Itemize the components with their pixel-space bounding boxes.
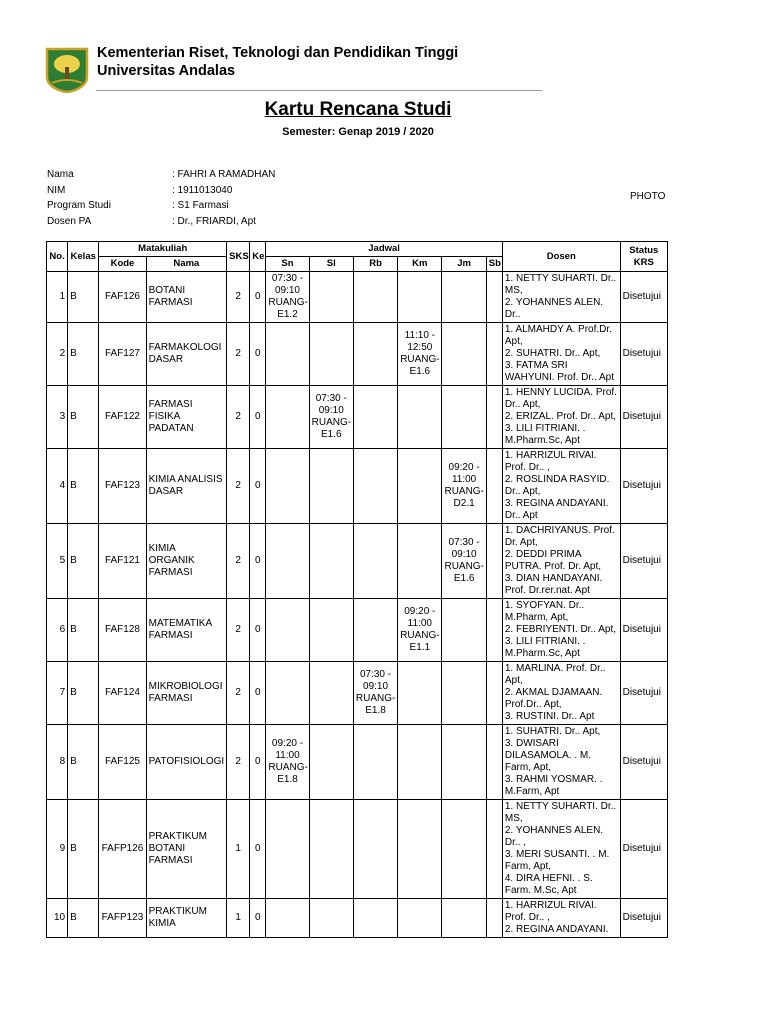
schedule-cell-km (398, 800, 442, 899)
course-ke: 0 (250, 599, 266, 662)
course-kode: FAFP123 (99, 899, 146, 938)
lecturer-line: 3. LILI FITRIANI. . M.Pharm.Sc, Apt (504, 636, 586, 659)
schedule-cell-km (398, 386, 442, 449)
schedule-cell-km: 09:20 - 11:00 RUANG-E1.1 (398, 599, 442, 662)
schedule-cell-sn: 07:30 - 09:10 RUANG-E1.2 (266, 272, 309, 323)
schedule-cell-rb (353, 323, 397, 386)
institution-ministry: Kementerian Riset, Teknologi dan Pendidikan Tinggi (97, 45, 459, 61)
schedule-cell-sn (266, 323, 309, 386)
course-kelas: B (68, 272, 99, 323)
course-kode: FAFP126 (99, 800, 146, 899)
schedule-cell-km: 11:10 - 12:50 RUANG-E1.6 (398, 323, 442, 386)
schedule-cell-sb (486, 599, 502, 662)
course-kelas: B (68, 449, 99, 524)
table-row (47, 662, 668, 725)
course-kode: FAF124 (99, 662, 146, 725)
course-dosen (502, 800, 620, 899)
course-sks: 2 (227, 725, 250, 800)
lecturer-line: 3. FATMA SRI WAHYUNI. Prof. Dr.. Apt (504, 360, 614, 383)
table-row (47, 449, 668, 524)
schedule-cell-jm (442, 899, 486, 938)
lecturer-line: 3. REGINA ANDAYANI. Dr.. Apt (504, 498, 609, 521)
course-no: 8 (47, 725, 68, 800)
dosen-pa-label: Dosen PA (47, 215, 92, 227)
table-row (47, 725, 668, 800)
course-kode: FAF123 (99, 449, 146, 524)
lecturer-line: 4. DIRA HEFNI. . S. Farm. M.Sc, Apt (504, 873, 593, 896)
course-ke: 0 (250, 449, 266, 524)
header-rb: Rb (353, 257, 397, 272)
header-kode: Kode (99, 257, 146, 272)
lecturer-line: 1. DACHRIYANUS. Prof. Dr. Apt, (504, 525, 615, 548)
course-no: 4 (47, 449, 68, 524)
schedule-cell-jm (442, 272, 486, 323)
header-km: Km (398, 257, 442, 272)
schedule-cell-rb (353, 524, 397, 599)
course-sks: 2 (227, 599, 250, 662)
course-ke: 0 (250, 386, 266, 449)
schedule-cell-sl: 07:30 - 09:10 RUANG-E1.6 (309, 386, 353, 449)
header-status: Status KRS (620, 242, 667, 272)
header-jm: Jm (442, 257, 486, 272)
course-ke: 0 (250, 899, 266, 938)
lecturer-line: 2. FEBRIYENTI. Dr.. Apt, (504, 624, 617, 635)
course-status: Disetujui (620, 449, 667, 524)
course-ke: 0 (250, 725, 266, 800)
schedule-cell-jm (442, 386, 486, 449)
header-dosen: Dosen (502, 242, 620, 272)
schedule-cell-km (398, 725, 442, 800)
course-kelas: B (68, 800, 99, 899)
schedule-cell-sb (486, 323, 502, 386)
course-kelas: B (68, 725, 99, 800)
course-status: Disetujui (620, 899, 667, 938)
lecturer-line: 1. ALMAHDY A. Prof.Dr. Apt, (504, 324, 612, 347)
course-nama: PRAKTIKUM BOTANI FARMASI (146, 800, 227, 899)
lecturer-line: 1. NETTY SUHARTI. Dr.. MS, (504, 273, 617, 296)
schedule-cell-jm (442, 662, 486, 725)
course-ke: 0 (250, 323, 266, 386)
nama-label: Nama (47, 169, 74, 180)
course-status: Disetujui (620, 272, 667, 323)
schedule-cell-rb (353, 449, 397, 524)
schedule-cell-km (398, 449, 442, 524)
course-status: Disetujui (620, 386, 667, 449)
schedule-cell-sl (309, 725, 353, 800)
lecturer-line: 1. NETTY SUHARTI. Dr.. MS, (504, 801, 617, 824)
nim-value: : 1911013040 (172, 184, 233, 196)
course-dosen (502, 599, 620, 662)
course-kelas: B (68, 386, 99, 449)
course-status: Disetujui (620, 524, 667, 599)
schedule-cell-rb (353, 725, 397, 800)
table-row (47, 272, 668, 323)
photo-placeholder: PHOTO (630, 191, 666, 202)
schedule-cell-sb (486, 800, 502, 899)
course-no: 10 (47, 899, 68, 938)
course-ke: 0 (250, 800, 266, 899)
course-kelas: B (68, 599, 99, 662)
schedule-cell-sn: 09:20 - 11:00 RUANG-E1.8 (266, 725, 309, 800)
course-nama: KIMIA ORGANIK FARMASI (146, 524, 227, 599)
university-crest-icon (44, 47, 90, 93)
schedule-cell-sb (486, 524, 502, 599)
course-no: 1 (47, 272, 68, 323)
course-no: 5 (47, 524, 68, 599)
course-nama: BOTANI FARMASI (146, 272, 227, 323)
schedule-cell-sl (309, 449, 353, 524)
lecturer-line: 1. HENNY LUCIDA. Prof. Dr.. Apt, (504, 387, 617, 410)
course-sks: 2 (227, 662, 250, 725)
course-sks: 1 (227, 899, 250, 938)
course-kode: FAF121 (99, 524, 146, 599)
course-no: 3 (47, 386, 68, 449)
course-kode: FAF127 (99, 323, 146, 386)
header (44, 44, 544, 94)
schedule-cell-jm (442, 599, 486, 662)
schedule-cell-jm (442, 800, 486, 899)
course-sks: 2 (227, 386, 250, 449)
page-title: Kartu Rencana Studi (264, 99, 452, 120)
schedule-cell-km (398, 662, 442, 725)
course-nama: PATOFISIOLOGI (146, 725, 227, 800)
course-rows (47, 272, 668, 938)
course-kelas: B (68, 899, 99, 938)
lecturer-line: 3. DWISARI DILASAMOLA. . M. Farm, Apt, (504, 738, 592, 773)
course-sks: 1 (227, 800, 250, 899)
course-kode: FAF126 (99, 272, 146, 323)
lecturer-line: 1. HARRIZUL RIVAI. Prof. Dr.. , (504, 900, 597, 923)
schedule-cell-sl (309, 599, 353, 662)
schedule-cell-rb (353, 599, 397, 662)
schedule-cell-km (398, 899, 442, 938)
schedule-cell-sb (486, 386, 502, 449)
header-sn: Sn (266, 257, 309, 272)
lecturer-line: 3. RUSTINI. Dr.. Apt (504, 711, 595, 722)
course-sks: 2 (227, 323, 250, 386)
prodi-value: : S1 Farmasi (172, 200, 229, 211)
schedule-cell-sl (309, 899, 353, 938)
course-nama: MATEMATIKA FARMASI (146, 599, 227, 662)
lecturer-line: 2. REGINA ANDAYANI. (504, 924, 609, 935)
schedule-cell-sb (486, 662, 502, 725)
header-ke: Ke (250, 242, 266, 272)
schedule-cell-sl (309, 323, 353, 386)
table-row (47, 386, 668, 449)
lecturer-line: 2. ROSLINDA RASYID. Dr.. Apt, (504, 474, 610, 497)
prodi-label: Program Studi (47, 200, 111, 211)
course-kelas: B (68, 662, 99, 725)
course-nama: FARMASI FISIKA PADATAN (146, 386, 227, 449)
course-sks: 2 (227, 272, 250, 323)
schedule-cell-rb (353, 800, 397, 899)
course-nama: PRAKTIKUM KIMIA (146, 899, 227, 938)
course-dosen (502, 899, 620, 938)
schedule-cell-sn (266, 662, 309, 725)
course-dosen (502, 323, 620, 386)
schedule-cell-km (398, 272, 442, 323)
header-nama: Nama (146, 257, 227, 272)
course-kode: FAF128 (99, 599, 146, 662)
course-kode: FAF125 (99, 725, 146, 800)
course-status: Disetujui (620, 800, 667, 899)
krs-table (46, 241, 668, 938)
schedule-cell-sn (266, 449, 309, 524)
course-kelas: B (68, 323, 99, 386)
course-ke: 0 (250, 272, 266, 323)
course-dosen (502, 662, 620, 725)
course-ke: 0 (250, 524, 266, 599)
lecturer-line: 1. SUHATRI. Dr.. Apt, (504, 726, 601, 737)
schedule-cell-rb (353, 386, 397, 449)
header-matakuliah: Matakuliah (99, 242, 227, 257)
table-row (47, 800, 668, 899)
schedule-cell-sl (309, 800, 353, 899)
student-info (47, 167, 275, 229)
course-kode: FAF122 (99, 386, 146, 449)
lecturer-line: 3. RAHMI YOSMAR. . M.Farm, Apt (504, 774, 603, 797)
course-sks: 2 (227, 449, 250, 524)
course-status: Disetujui (620, 662, 667, 725)
course-nama: KIMIA ANALISIS DASAR (146, 449, 227, 524)
lecturer-line: 2. SUHATRI. Dr.. Apt, (504, 348, 601, 359)
nama-value: : FAHRI A RAMADHAN (172, 169, 276, 180)
schedule-cell-jm: 09:20 - 11:00 RUANG-D2.1 (442, 449, 486, 524)
course-nama: FARMAKOLOGI DASAR (146, 323, 227, 386)
lecturer-line: 3. DIAN HANDAYANI. Prof. Dr.rer.nat. Apt (504, 573, 603, 596)
course-dosen (502, 725, 620, 800)
header-kelas: Kelas (68, 242, 99, 272)
institution-university: Universitas Andalas (97, 63, 236, 79)
schedule-cell-km (398, 524, 442, 599)
course-no: 2 (47, 323, 68, 386)
schedule-cell-sn (266, 899, 309, 938)
schedule-cell-sl (309, 272, 353, 323)
nim-label: NIM (47, 184, 66, 196)
course-no: 7 (47, 662, 68, 725)
schedule-cell-sl (309, 662, 353, 725)
course-dosen (502, 386, 620, 449)
course-no: 6 (47, 599, 68, 662)
lecturer-line: 2. DEDDI PRIMA PUTRA. Prof. Dr. Apt, (504, 549, 602, 572)
schedule-cell-jm (442, 725, 486, 800)
header-sb: Sb (486, 257, 502, 272)
header-no: No. (47, 242, 68, 272)
schedule-cell-sl (309, 524, 353, 599)
lecturer-line: 2. ERIZAL. Prof. Dr.. Apt, (504, 411, 617, 422)
course-no: 9 (47, 800, 68, 899)
lecturer-line: 2. YOHANNES ALEN. Dr.. , (504, 825, 604, 848)
table-row (47, 599, 668, 662)
course-sks: 2 (227, 524, 250, 599)
schedule-cell-rb: 07:30 - 09:10 RUANG-E1.8 (353, 662, 397, 725)
semester-label: Semester: Genap 2019 / 2020 (282, 126, 434, 138)
lecturer-line: 3. MERI SUSANTI. . M. Farm, Apt, (504, 849, 610, 872)
schedule-cell-sb (486, 899, 502, 938)
table-row (47, 899, 668, 938)
schedule-cell-jm: 07:30 - 09:10 RUANG-E1.6 (442, 524, 486, 599)
schedule-cell-jm (442, 323, 486, 386)
lecturer-line: 1. HARRIZUL RIVAI. Prof. Dr.. , (504, 450, 597, 473)
schedule-cell-sb (486, 449, 502, 524)
course-status: Disetujui (620, 599, 667, 662)
dosen-pa-value: : Dr., FRIARDI, Apt (172, 215, 256, 227)
schedule-cell-sn (266, 386, 309, 449)
header-divider (96, 90, 542, 91)
schedule-cell-sb (486, 272, 502, 323)
course-nama: MIKROBIOLOGI FARMASI (146, 662, 227, 725)
course-dosen (502, 272, 620, 323)
lecturer-line: 3. LILI FITRIANI. . M.Pharm.Sc, Apt (504, 423, 586, 446)
course-dosen (502, 449, 620, 524)
header-sks: SKS (227, 242, 250, 272)
schedule-cell-sn (266, 800, 309, 899)
course-dosen (502, 524, 620, 599)
table-row (47, 323, 668, 386)
schedule-cell-sn (266, 524, 309, 599)
lecturer-line: 2. AKMAL DJAMAAN. Prof.Dr.. Apt, (504, 687, 603, 710)
schedule-cell-rb (353, 272, 397, 323)
schedule-cell-rb (353, 899, 397, 938)
lecturer-line: 2. YOHANNES ALEN. Dr.. (504, 297, 604, 320)
course-ke: 0 (250, 662, 266, 725)
header-sl: Sl (309, 257, 353, 272)
course-kelas: B (68, 524, 99, 599)
header-jadwal: Jadwal (266, 242, 503, 257)
lecturer-line: 1. SYOFYAN. Dr.. M.Pharm, Apt, (504, 600, 585, 623)
lecturer-line: 1. MARLINA. Prof. Dr.. Apt, (504, 663, 606, 686)
schedule-cell-sn (266, 599, 309, 662)
course-status: Disetujui (620, 323, 667, 386)
course-status: Disetujui (620, 725, 667, 800)
table-row (47, 524, 668, 599)
schedule-cell-sb (486, 725, 502, 800)
